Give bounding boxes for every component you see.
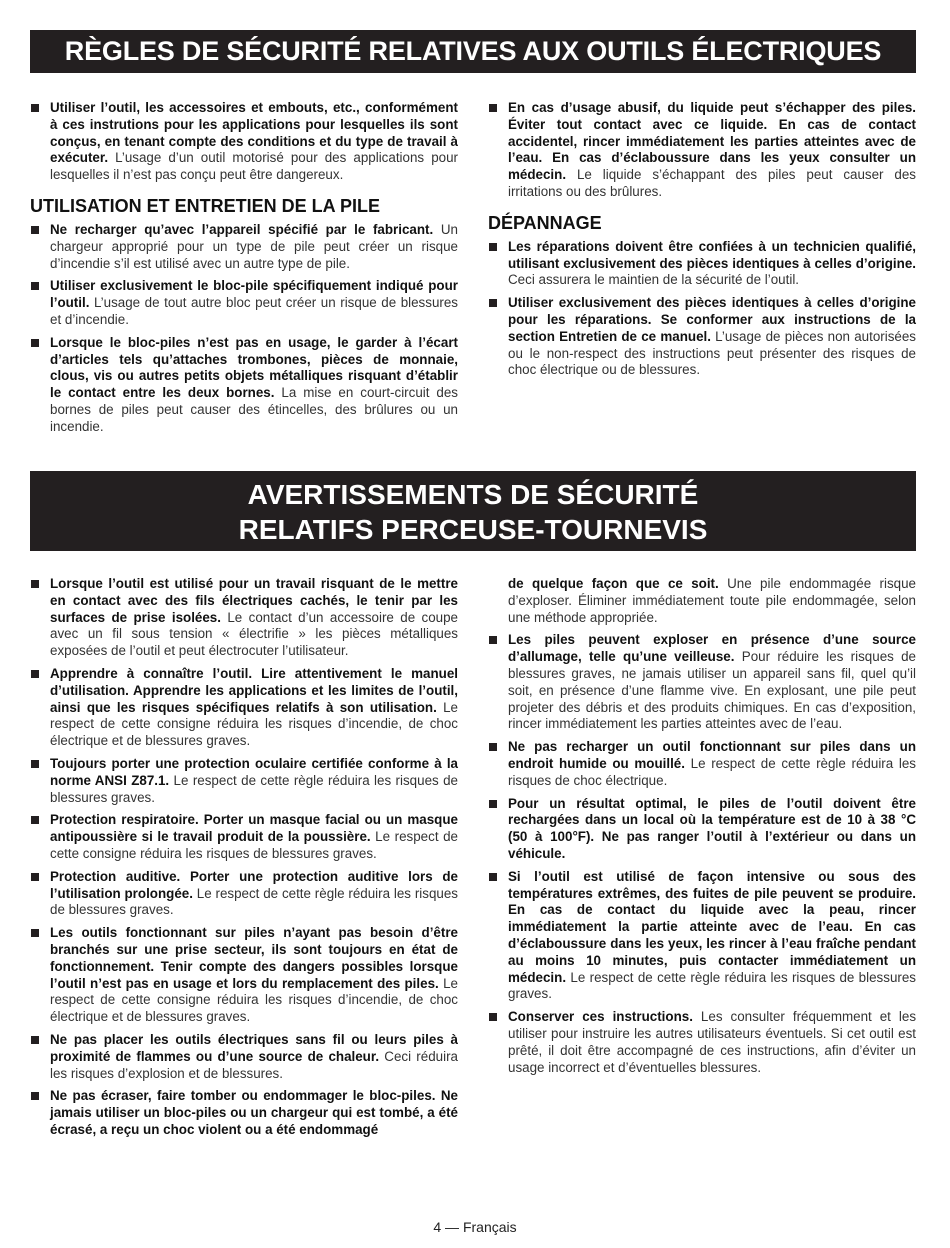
general-rules-list	[30, 100, 458, 184]
list-item: Protection auditive. Porter une protection auditive lors de l’utilisation prolongée. Le respect de cette règle réduira les risques de blessures graves.	[30, 869, 458, 919]
service-heading: DÉPANNAGE	[488, 212, 602, 233]
list-item: Protection respiratoire. Porter un masque facial ou un masque antipoussière si le travail produit de la poussière. Le respect de cette consigne réduira les risques de blessures graves.	[30, 812, 458, 862]
drill-warnings-list-right	[488, 576, 916, 1076]
list-item: Lorsque le bloc-piles n’est pas en usage, le garder à l’écart d’articles tels qu’attaches trombones, pièces de monnaie, clous, vis ou autres petits objets métalliques risquant d’établir le contact entre les deux bornes. La mise en court-circuit des bornes de piles peut causer des étincelles, des brûlures ou un incendie.	[30, 335, 458, 436]
list-item: Pour un résultat optimal, le piles de l’outil doivent être rechargées dans un local où la température est de 10 à 38 °C (50 à 100°F). Ne pas ranger l’outil à l’extérieur ou dans un véhicule.	[488, 796, 916, 863]
list-item: Lorsque l’outil est utilisé pour un travail risquant de le mettre en contact avec des fils électriques cachés, le tenir par les surfaces de prise isolées. Le contact d’un accessoire de coupe avec un fil sous tension « électrifie » les pièces métalliques exposées de l’outil et peut électrocuter l’utilisateur.	[30, 576, 458, 660]
bottom-left-column	[30, 576, 458, 1145]
service-list	[488, 239, 916, 379]
battery-use-list	[30, 222, 458, 436]
list-item: Ne pas recharger un outil fonctionnant sur piles dans un endroit humide ou mouillé. Le respect de cette règle réduira les risques de choc électrique.	[488, 739, 916, 789]
list-item: Si l’outil est utilisé de façon intensive ou sous des températures extrêmes, des fuites de pile peuvent se produire. En cas de contact du liquide avec la peau, rincer immédiatement la partie atteinte avec de l’eau. En cas d’éclaboussure dans les yeux, les rincer à l’eau fraîche pendant au moins 10 minutes, puis contacter immédiatement un médecin. Le respect de cette règle réduira les risques de blessures graves.	[488, 869, 916, 1003]
list-item: Conserver ces instructions. Les consulter fréquemment et les utiliser pour instruire les autres utilisateurs éventuels. Si cet outil est prêté, il doit être accompagné de ces instructions, afin d’éviter un usage incorrect et d’éventuelles blessures.	[488, 1009, 916, 1076]
list-item: Les outils fonctionnant sur piles n’ayant pas besoin d’être branchés sur une prise secteur, ils sont toujours en état de fonctionnement. Tenir compte des dangers possibles lorsque l’outil n’est pas en usage et lors du remplacement des piles. Le respect de cette consigne réduira les risques d’incendie, de choc électrique et de blessures graves.	[30, 925, 458, 1026]
list-item: Toujours porter une protection oculaire certifiée conforme à la norme ANSI Z87.1. Le respect de cette règle réduira les risques de blessures graves.	[30, 756, 458, 806]
top-left-column	[30, 100, 458, 442]
banner-line-2: RELATIFS PERCEUSE-TOURNEVIS	[238, 514, 708, 545]
list-item: Ne pas placer les outils électriques sans fil ou leurs piles à proximité de flammes ou d’une source de chaleur. Ceci réduira les risques d’explosion et de blessures.	[30, 1032, 458, 1082]
list-item: Utiliser l’outil, les accessoires et embouts, etc., conformément à ces instrutions pour les applications pour lesquelles ils sont conçus, en tenant compte des conditions et du type de travail à exécuter. L’usage d’un outil motorisé pour des applications pour lesquelles il n’est pas conçu peut être dangereux.	[30, 100, 458, 184]
list-item: Les piles peuvent exploser en présence d’une source d’allumage, telle qu’une veilleuse. Pour réduire les risques de blessures graves, ne jamais utiliser un appareil sans fil, quel qu’il soit, en présence d’une flamme vive. En explosant, une pile peut projeter des débris et des produits chimiques. En cas d’exposition, rincer immédiatement les parties atteintes avec de l’eau.	[488, 632, 916, 733]
drill-warnings-banner	[30, 471, 916, 551]
page-footer: 4 — Français	[433, 1219, 517, 1235]
list-item: Utiliser exclusivement des pièces identiques à celles d’origine pour les réparations. Se conformer aux instructions de la section Entretien de ce manuel. L’usage de pièces non autorisées ou le non-respect des instructions peut présenter des risques de choc électrique ou de blessures.	[488, 295, 916, 379]
top-right-column	[488, 100, 916, 385]
drill-warnings-list-left	[30, 576, 458, 1139]
banner-line-1: AVERTISSEMENTS DE SÉCURITÉ	[247, 479, 699, 510]
list-item: En cas d’usage abusif, du liquide peut s’échapper des piles. Éviter tout contact avec ce liquide. En cas de contact accidentel, rincer immédiatement les parties atteintes avec de l’eau. En cas d’éclaboussure dans les yeux consulter un médecin. Le liquide s’échappant des piles peut causer des irritations ou des brûlures.	[488, 100, 916, 201]
list-item: Ne pas écraser, faire tomber ou endommager le bloc-piles. Ne jamais utiliser un bloc-piles ou un chargeur qui est tombé, a été écrasé, a reçu un choc violent ou a été endommagé	[30, 1088, 458, 1138]
battery-use-heading: UTILISATION ET ENTRETIEN DE LA PILE	[30, 195, 381, 216]
list-item: Utiliser exclusivement le bloc-pile spécifiquement indiqué pour l’outil. L’usage de tout autre bloc peut créer un risque de blessures et d’incendie.	[30, 278, 458, 328]
list-item: Les réparations doivent être confiées à un technicien qualifié, utilisant exclusivement des pièces identiques à celles d’origine. Ceci assurera le maintien de la sécurité de l’outil.	[488, 239, 916, 289]
list-item: Apprendre à connaître l’outil. Lire attentivement le manuel d’utilisation. Apprendre les applications et les limites de l’outil, ainsi que les risques spécifiques relatifs à son utilisation. Le respect de cette consigne réduira les risques d’incendie, de choc électrique et de blessures graves.	[30, 666, 458, 750]
battery-leak-list	[488, 100, 916, 201]
bottom-right-column	[488, 576, 916, 1082]
list-item: Ne recharger qu’avec l’appareil spécifié par le fabricant. Un chargeur approprié pour un type de pile peut créer un risque d’incendie s’il est utilisé avec un autre type de pile.	[30, 222, 458, 272]
safety-rules-banner: RÈGLES DE SÉCURITÉ RELATIVES AUX OUTILS ÉLECTRIQUES	[30, 30, 916, 73]
list-item-continued: de quelque façon que ce soit. Une pile endommagée risque d’exploser. Éliminer immédiatement toute pile endommagée, selon une méthode appropriée.	[508, 576, 916, 625]
